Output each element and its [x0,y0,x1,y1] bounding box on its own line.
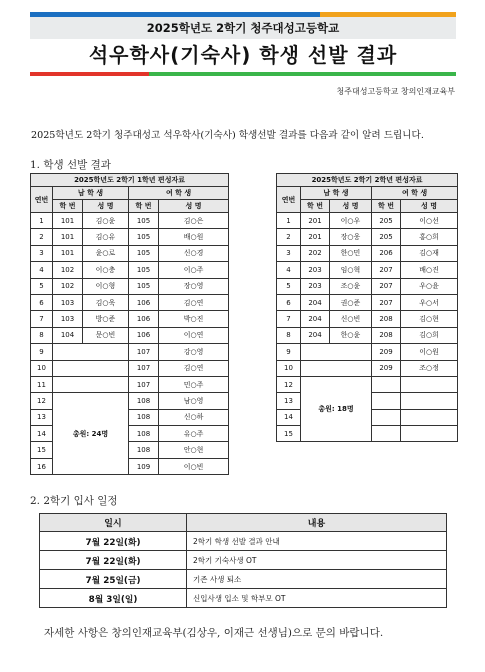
name-cell: 임○혁 [330,262,372,278]
name-cell: 박○진 [159,311,229,327]
name-cell: 이○우 [330,213,372,229]
col-room: 학 번 [372,200,401,213]
room-cell: 104 [53,327,83,343]
room-cell: 101 [53,245,83,261]
room-cell: 207 [372,278,401,294]
col-male: 남 학 생 [301,187,372,200]
grade1-caption: 2025학년도 2학기 1학년 편성자료 [31,174,229,187]
table-row [31,376,229,392]
seq-cell: 12 [31,393,53,409]
room-cell: 207 [372,294,401,310]
room-cell: 102 [53,278,83,294]
name-cell: 김○유 [83,229,129,245]
total-cell: 총원: 18명 [301,376,372,442]
name-cell: 김○희 [401,327,458,343]
name-cell: 한○민 [330,245,372,261]
name-cell: 김○연 [159,360,229,376]
room-cell: 105 [129,245,159,261]
seq-cell: 8 [277,327,301,343]
seq-cell: 11 [31,376,53,392]
col-female: 여 학 생 [129,187,229,200]
name-cell: 이○주 [159,262,229,278]
room-cell: 105 [129,262,159,278]
name-cell: 신○하 [159,409,229,425]
name-cell: 강○영 [159,344,229,360]
table-row [277,245,458,261]
table-row [31,213,229,229]
name-cell: 유○주 [159,426,229,442]
empty-cell [53,344,129,360]
col-seq: 연번 [277,187,301,213]
room-cell: 108 [129,409,159,425]
schedule-content: 2학기 학생 선발 결과 안내 [187,532,447,551]
name-cell: 장○영 [159,278,229,294]
table-row [31,278,229,294]
name-cell: 민○주 [159,376,229,392]
room-cell: 105 [129,229,159,245]
empty-cell [372,393,401,409]
room-cell: 203 [301,278,330,294]
room-cell: 106 [129,327,159,343]
seq-cell: 2 [31,229,53,245]
schedule-header-content: 내용 [187,514,447,532]
seq-cell: 14 [31,426,53,442]
seq-cell: 14 [277,409,301,425]
schedule-row [40,551,447,570]
room-cell: 204 [301,294,330,310]
schedule-date: 7월 22일(화) [40,551,187,570]
seq-cell: 5 [277,278,301,294]
name-cell: 방○준 [83,311,129,327]
table-row [277,311,458,327]
table-row [277,278,458,294]
room-cell: 201 [301,213,330,229]
empty-cell [372,409,401,425]
issuer-label: 청주대성고등학교 창의인재교육부 [336,87,455,96]
table-row [31,245,229,261]
empty-cell [401,426,458,442]
seq-cell: 9 [31,344,53,360]
seq-cell: 4 [31,262,53,278]
name-cell: 우○서 [401,294,458,310]
seq-cell: 15 [31,442,53,458]
room-cell: 101 [53,229,83,245]
name-cell: 이○형 [83,278,129,294]
name-cell: 김○연 [159,294,229,310]
col-name: 성 명 [330,200,372,213]
name-cell: 김○현 [401,311,458,327]
name-cell: 권○준 [330,294,372,310]
empty-cell [301,360,372,376]
schedule-content: 신입사생 입소 및 학부모 OT [187,589,447,608]
seq-cell: 1 [31,213,53,229]
col-male: 남 학 생 [53,187,129,200]
table-row [277,213,458,229]
table-row [31,393,229,409]
grade2-table [276,173,458,442]
room-cell: 206 [372,245,401,261]
closing-text: 자세한 사항은 창의인재교육부(김상우, 이재근 선생님)으로 문의 바랍니다. [44,627,384,639]
room-cell: 108 [129,426,159,442]
room-cell: 105 [129,213,159,229]
table-row [31,360,229,376]
name-cell: 신○빈 [330,311,372,327]
table-row [31,262,229,278]
table-row [277,294,458,310]
table-row [31,229,229,245]
schedule-date: 8월 3일(일) [40,589,187,608]
room-cell: 107 [129,376,159,392]
seq-cell: 2 [277,229,301,245]
room-cell: 108 [129,393,159,409]
empty-cell [372,376,401,392]
room-cell: 208 [372,311,401,327]
room-cell: 205 [372,229,401,245]
name-cell: 조○정 [401,360,458,376]
table-row [31,344,229,360]
seq-cell: 9 [277,344,301,360]
table-row [31,294,229,310]
seq-cell: 13 [277,393,301,409]
name-cell: 이○선 [401,213,458,229]
document-header [30,12,456,76]
seq-cell: 3 [277,245,301,261]
empty-cell [401,409,458,425]
room-cell: 204 [301,311,330,327]
name-cell: 이○원 [401,344,458,360]
schedule-date: 7월 22일(화) [40,532,187,551]
name-cell: 김○은 [159,213,229,229]
room-cell: 208 [372,327,401,343]
page-title: 석우학사(기숙사) 학생 선발 결과 [88,43,398,67]
table-row [31,311,229,327]
grade1-table [30,173,229,475]
table-row [31,327,229,343]
room-cell: 209 [372,360,401,376]
schedule-table [39,513,447,608]
room-cell: 108 [129,442,159,458]
room-cell: 202 [301,245,330,261]
seq-cell: 13 [31,409,53,425]
empty-cell [53,376,129,392]
section-title-results: 1. 학생 선발 결과 [30,159,111,171]
col-room: 학 번 [301,200,330,213]
col-room: 학 번 [129,200,159,213]
grade2-caption: 2025학년도 2학기 2학년 편성자료 [277,174,458,187]
intro-text: 2025학년도 2학기 청주대성고 석우학사(기숙사) 학생선발 결과를 다음과 같이 알려 드립니다. [31,130,424,141]
empty-cell [372,426,401,442]
col-name: 성 명 [159,200,229,213]
schedule-content: 2학기 기숙사생 OT [187,551,447,570]
room-cell: 109 [129,458,159,474]
schedule-date: 7월 25일(금) [40,570,187,589]
seq-cell: 7 [277,311,301,327]
seq-cell: 6 [277,294,301,310]
name-cell: 이○충 [83,262,129,278]
name-cell: 안○현 [159,442,229,458]
name-cell: 조○윤 [330,278,372,294]
seq-cell: 3 [31,245,53,261]
name-cell: 배○원 [159,229,229,245]
name-cell: 이○빈 [159,458,229,474]
total-cell: 총원: 24명 [53,393,129,475]
schedule-content: 기존 사생 퇴소 [187,570,447,589]
room-cell: 101 [53,213,83,229]
room-cell: 207 [372,262,401,278]
table-row [277,344,458,360]
table-row [277,262,458,278]
seq-cell: 6 [31,294,53,310]
seq-cell: 1 [277,213,301,229]
room-cell: 209 [372,344,401,360]
room-cell: 102 [53,262,83,278]
empty-cell [301,344,372,360]
seq-cell: 4 [277,262,301,278]
schedule-row [40,589,447,608]
seq-cell: 10 [277,360,301,376]
col-room: 학 번 [53,200,83,213]
room-cell: 105 [129,278,159,294]
room-cell: 201 [301,229,330,245]
room-cell: 107 [129,344,159,360]
name-cell: 우○윤 [401,278,458,294]
seq-cell: 15 [277,426,301,442]
name-cell: 김○재 [401,245,458,261]
col-name: 성 명 [401,200,458,213]
room-cell: 107 [129,360,159,376]
name-cell: 장○웅 [330,229,372,245]
seq-cell: 8 [31,327,53,343]
empty-cell [401,376,458,392]
room-cell: 205 [372,213,401,229]
room-cell: 103 [53,294,83,310]
schedule-row [40,532,447,551]
room-cell: 106 [129,294,159,310]
name-cell: 남○영 [159,393,229,409]
table-row [277,376,458,392]
name-cell: 신○경 [159,245,229,261]
table-row [277,327,458,343]
col-name: 성 명 [83,200,129,213]
room-cell: 204 [301,327,330,343]
name-cell: 홍○희 [401,229,458,245]
seq-cell: 10 [31,360,53,376]
seq-cell: 16 [31,458,53,474]
header-subtitle: 2025학년도 2학기 청주대성고등학교 [30,17,456,39]
header-bottom-band [30,72,456,76]
table-row [277,229,458,245]
room-cell: 103 [53,311,83,327]
empty-cell [401,393,458,409]
name-cell: 문○빈 [83,327,129,343]
col-female: 여 학 생 [372,187,458,200]
name-cell: 김○윤 [83,213,129,229]
room-cell: 106 [129,311,159,327]
seq-cell: 7 [31,311,53,327]
room-cell: 203 [301,262,330,278]
schedule-row [40,570,447,589]
empty-cell [53,360,129,376]
seq-cell: 12 [277,376,301,392]
section-title-schedule: 2. 2학기 입사 일정 [30,495,118,507]
col-seq: 연번 [31,187,53,213]
name-cell: 윤○로 [83,245,129,261]
name-cell: 한○윤 [330,327,372,343]
schedule-header-date: 일시 [40,514,187,532]
name-cell: 이○연 [159,327,229,343]
name-cell: 김○욱 [83,294,129,310]
seq-cell: 5 [31,278,53,294]
name-cell: 배○진 [401,262,458,278]
